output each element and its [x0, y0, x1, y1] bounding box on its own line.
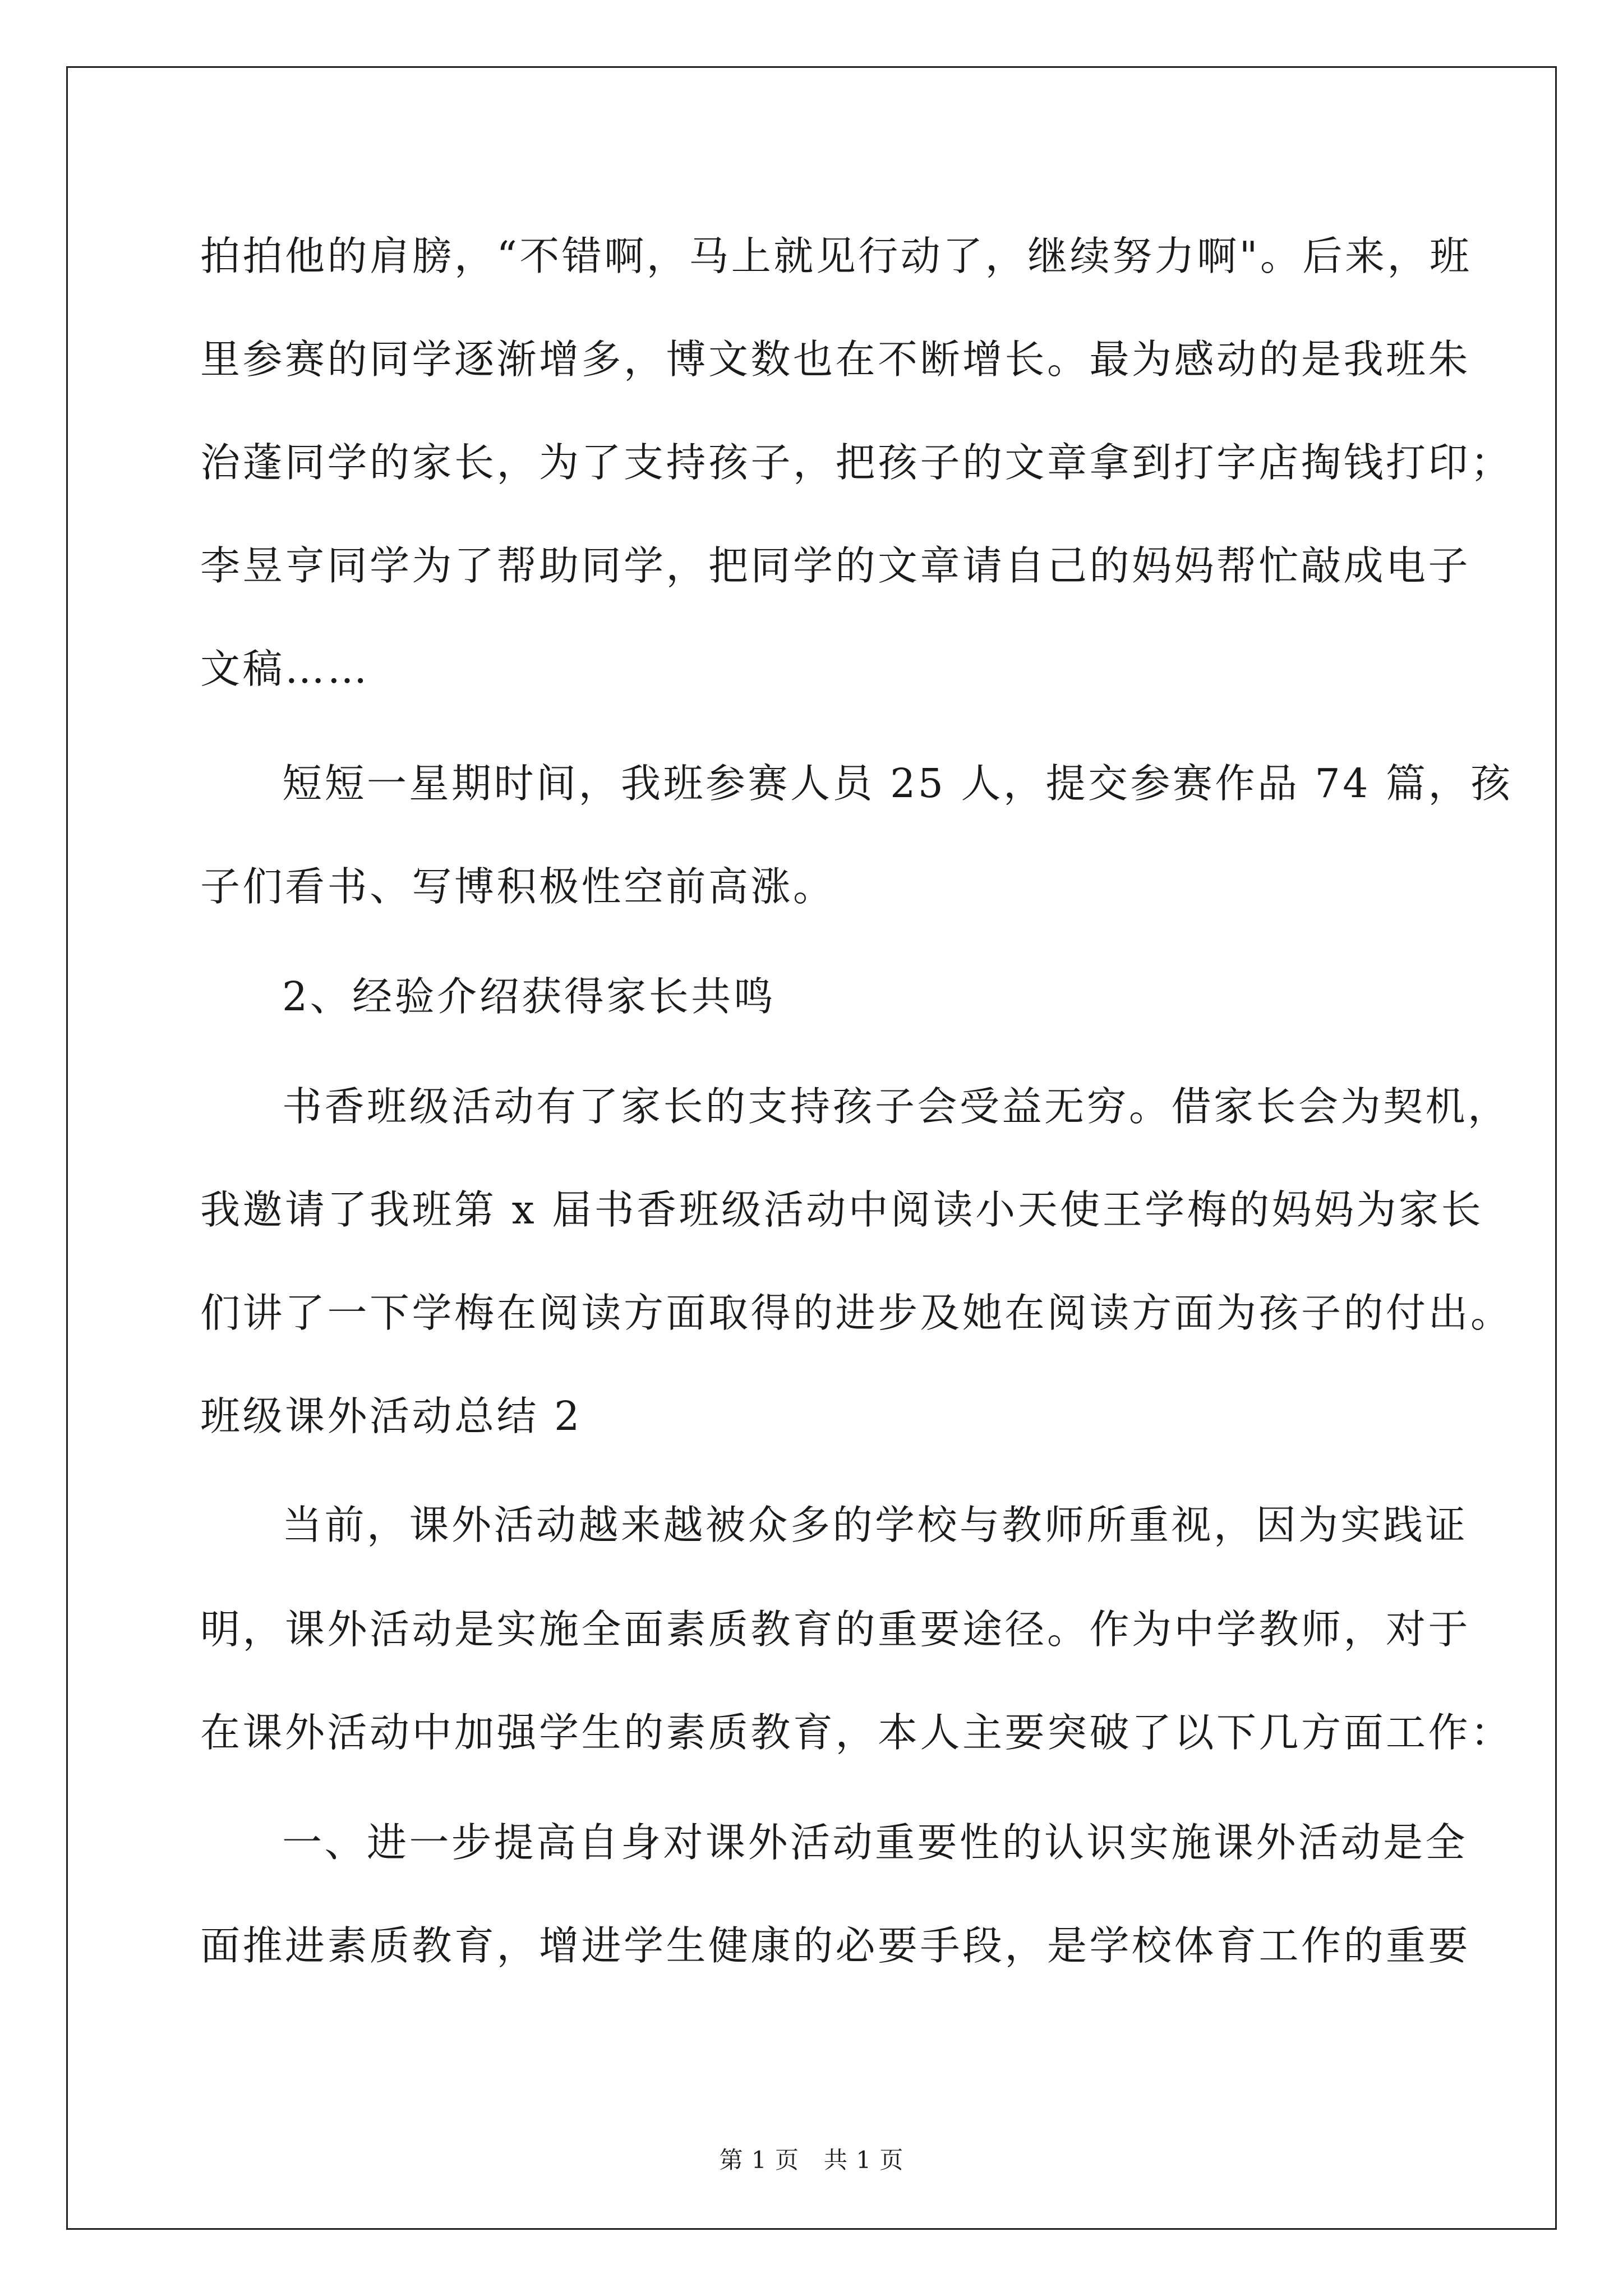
text-line: 文稿……: [200, 646, 370, 692]
text-line: 李昱亨同学为了帮助同学，把同学的文章请自己的妈妈帮忙敲成电子: [200, 542, 1471, 589]
text-line: 治蓬同学的家长，为了支持孩子，把孩子的文章拿到打字店掏钱打印；: [200, 439, 1513, 486]
page-border: [66, 66, 1557, 2230]
page-footer: [0, 2145, 1623, 2176]
text-line: 子们看书、写博积极性空前高涨。: [200, 863, 836, 910]
text-line: 我邀请了我班第 x 届书香班级活动中阅读小天使王学梅的妈妈为家长: [200, 1186, 1484, 1233]
paragraph-first-line: 书香班级活动有了家长的支持孩子会受益无穷。借家长会为契机，: [282, 1083, 1510, 1130]
paragraph-first-line: 当前，课外活动越来越被众多的学校与教师所重视，因为实践证: [282, 1502, 1468, 1548]
paragraph-first-line: 一、进一步提高自身对课外活动重要性的认识实施课外活动是全: [282, 1819, 1468, 1866]
text-line: 面推进素质教育，增进学生健康的必要手段，是学校体育工作的重要: [200, 1922, 1471, 1969]
section-heading: 2、经验介绍获得家长共鸣: [282, 973, 776, 1020]
page-total: 共 1 页: [824, 2146, 904, 2174]
document-title: 班级课外活动总结 2: [200, 1393, 582, 1439]
text-line: 拍拍他的肩膀，“不错啊，马上就见行动了，继续努力啊"。后来，班: [200, 233, 1472, 279]
text-line: 在课外活动中加强学生的素质教育，本人主要突破了以下几方面工作：: [200, 1709, 1513, 1756]
text-line: 里参赛的同学逐渐增多，博文数也在不断增长。最为感动的是我班朱: [200, 336, 1471, 383]
paragraph-first-line: 短短一星期时间，我班参赛人员 25 人，提交参赛作品 74 篇，孩: [282, 760, 1513, 807]
text-line: 明，课外活动是实施全面素质教育的重要途径。作为中学教师，对于: [200, 1606, 1471, 1653]
text-line: 们讲了一下学梅在阅读方面取得的进步及她在阅读方面为孩子的付出。: [200, 1290, 1513, 1336]
page-number: 第 1 页: [719, 2146, 799, 2174]
